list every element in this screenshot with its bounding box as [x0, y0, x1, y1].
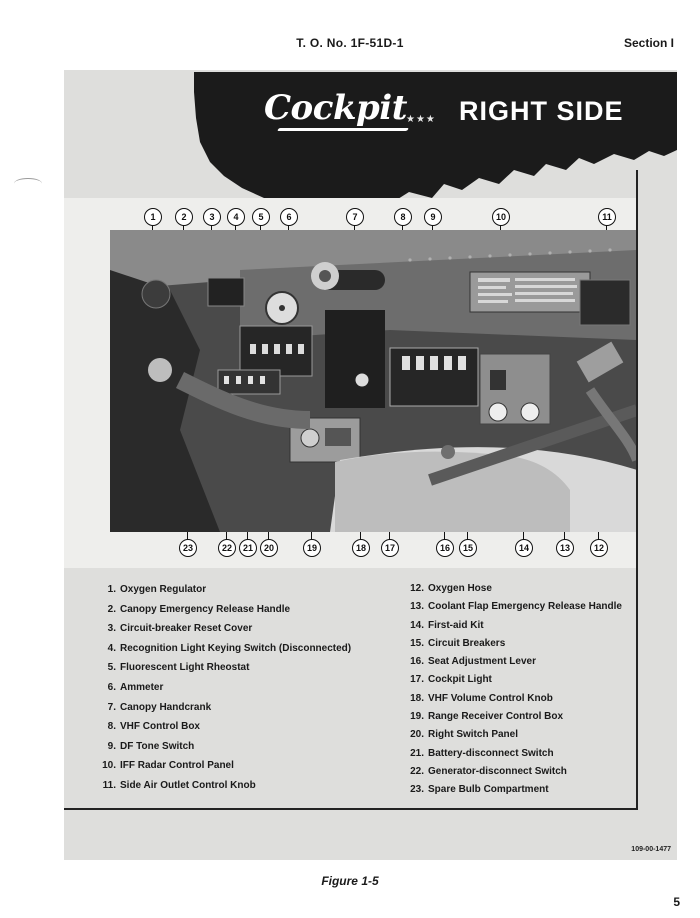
legend-number: 15. — [410, 637, 424, 649]
legend-number: 1. — [107, 584, 116, 595]
legend-label: Ammeter — [120, 681, 164, 693]
legend-number: 12. — [410, 583, 424, 594]
banner-script-title: Cockpit — [264, 88, 407, 128]
margin-mark — [14, 178, 42, 189]
callout-16: 16 — [436, 539, 454, 557]
legend-item — [402, 693, 632, 711]
legend-item — [94, 682, 384, 702]
cockpit-photo-drawing — [110, 230, 637, 532]
callout-23: 23 — [179, 539, 197, 557]
callout-14: 14 — [515, 539, 533, 557]
legend-label: First-aid Kit — [428, 619, 484, 631]
legend-number: 20. — [410, 729, 424, 741]
legend-label: Canopy Emergency Release Handle — [120, 603, 291, 615]
legend-label: Generator-disconnect Switch — [428, 765, 567, 777]
frame-rule-bottom — [64, 808, 638, 810]
callout-18: 18 — [352, 539, 370, 557]
legend-label: Circuit-breaker Reset Cover — [120, 623, 253, 635]
legend-item — [94, 702, 384, 722]
figure-plate — [64, 70, 677, 860]
legend-number: 10. — [102, 760, 116, 772]
legend-number: 16. — [410, 656, 424, 668]
banner-swoosh — [277, 128, 409, 131]
legend-number: 14. — [410, 619, 424, 631]
legend-item — [402, 638, 632, 656]
callout-11: 11 — [598, 208, 616, 226]
callout-20: 20 — [260, 539, 278, 557]
legend-item — [94, 584, 384, 604]
callout-9: 9 — [424, 208, 442, 226]
legend-label: Fluorescent Light Rheostat — [120, 662, 250, 674]
legend-item — [94, 623, 384, 643]
callout-22: 22 — [218, 539, 236, 557]
legend-label: VHF Control Box — [120, 721, 200, 733]
legend-item — [402, 601, 632, 619]
legend-item — [94, 721, 384, 741]
legend-label: Seat Adjustment Lever — [428, 656, 536, 668]
callout-6: 6 — [280, 208, 298, 226]
legend-number: 22. — [410, 765, 424, 777]
callout-12: 12 — [590, 539, 608, 557]
legend-item — [402, 656, 632, 674]
legend-number: 7. — [107, 701, 116, 713]
legend-left-column — [94, 584, 384, 800]
legend-number: 17. — [410, 674, 424, 686]
legend-number: 9. — [107, 740, 116, 752]
legend-label: Circuit Breakers — [428, 637, 506, 649]
legend-item — [94, 760, 384, 780]
legend-number: 3. — [107, 623, 116, 635]
figure-caption: Figure 1-5 — [321, 874, 379, 888]
callout-10: 10 — [492, 208, 510, 226]
page-number: 5 — [673, 895, 680, 909]
legend-label: Canopy Handcrank — [120, 701, 212, 713]
legend-item — [402, 583, 632, 601]
callout-21: 21 — [239, 539, 257, 557]
legend-label: DF Tone Switch — [120, 740, 195, 752]
legend-label: Battery-disconnect Switch — [428, 747, 554, 759]
callout-5: 5 — [252, 208, 270, 226]
legend-item — [402, 711, 632, 729]
legend-item — [94, 604, 384, 624]
legend-item — [402, 766, 632, 784]
legend-number: 4. — [107, 642, 116, 654]
legend-item — [402, 729, 632, 747]
legend-number: 5. — [107, 662, 116, 674]
legend-number: 23. — [410, 784, 424, 796]
legend-label: Oxygen Hose — [428, 583, 492, 594]
legend-label: Coolant Flap Emergency Release Handle — [428, 601, 622, 613]
document-number: T. O. No. 1F-51D-1 — [296, 36, 404, 50]
legend-label: Cockpit Light — [428, 674, 492, 686]
cockpit-photo — [110, 230, 637, 532]
legend-label: Recognition Light Keying Switch (Disconnected) — [120, 642, 352, 654]
section-label: Section I — [623, 36, 674, 50]
legend-item — [94, 662, 384, 682]
callout-8: 8 — [394, 208, 412, 226]
banner-stars: ★★★ — [406, 114, 436, 125]
legend-item — [402, 784, 632, 802]
callout-4: 4 — [227, 208, 245, 226]
legend-right-column — [402, 583, 632, 803]
legend-number: 2. — [107, 603, 116, 615]
callout-1: 1 — [144, 208, 162, 226]
callout-3: 3 — [203, 208, 221, 226]
legend-item — [94, 780, 384, 800]
legend-number: 11. — [102, 779, 116, 791]
legend-number: 19. — [410, 711, 424, 723]
legend-item — [94, 643, 384, 663]
legend-label: Spare Bulb Compartment — [428, 784, 549, 796]
legend-label: Side Air Outlet Control Knob — [120, 779, 256, 791]
callout-7: 7 — [346, 208, 364, 226]
callout-2: 2 — [175, 208, 193, 226]
legend-label: IFF Radar Control Panel — [120, 760, 234, 772]
legend-label: Right Switch Panel — [428, 729, 519, 741]
legend-number: 13. — [410, 601, 424, 613]
callout-19: 19 — [303, 539, 321, 557]
legend-item — [402, 748, 632, 766]
plate-number: 109-00-1477 — [631, 846, 671, 853]
callout-13: 13 — [556, 539, 574, 557]
frame-rule-right — [636, 170, 638, 810]
legend-label: Oxygen Regulator — [120, 584, 207, 595]
legend-item — [402, 620, 632, 638]
legend-number: 6. — [107, 681, 116, 693]
legend-number: 18. — [410, 692, 424, 704]
legend-item — [94, 741, 384, 761]
title-banner — [194, 72, 677, 212]
banner-title: RIGHT SIDE — [459, 96, 624, 126]
legend-label: VHF Volume Control Knob — [428, 692, 553, 704]
callout-17: 17 — [381, 539, 399, 557]
legend-item — [402, 674, 632, 692]
legend-number: 8. — [107, 721, 116, 733]
legend-label: Range Receiver Control Box — [428, 711, 564, 723]
callout-15: 15 — [459, 539, 477, 557]
legend-number: 21. — [410, 747, 424, 759]
